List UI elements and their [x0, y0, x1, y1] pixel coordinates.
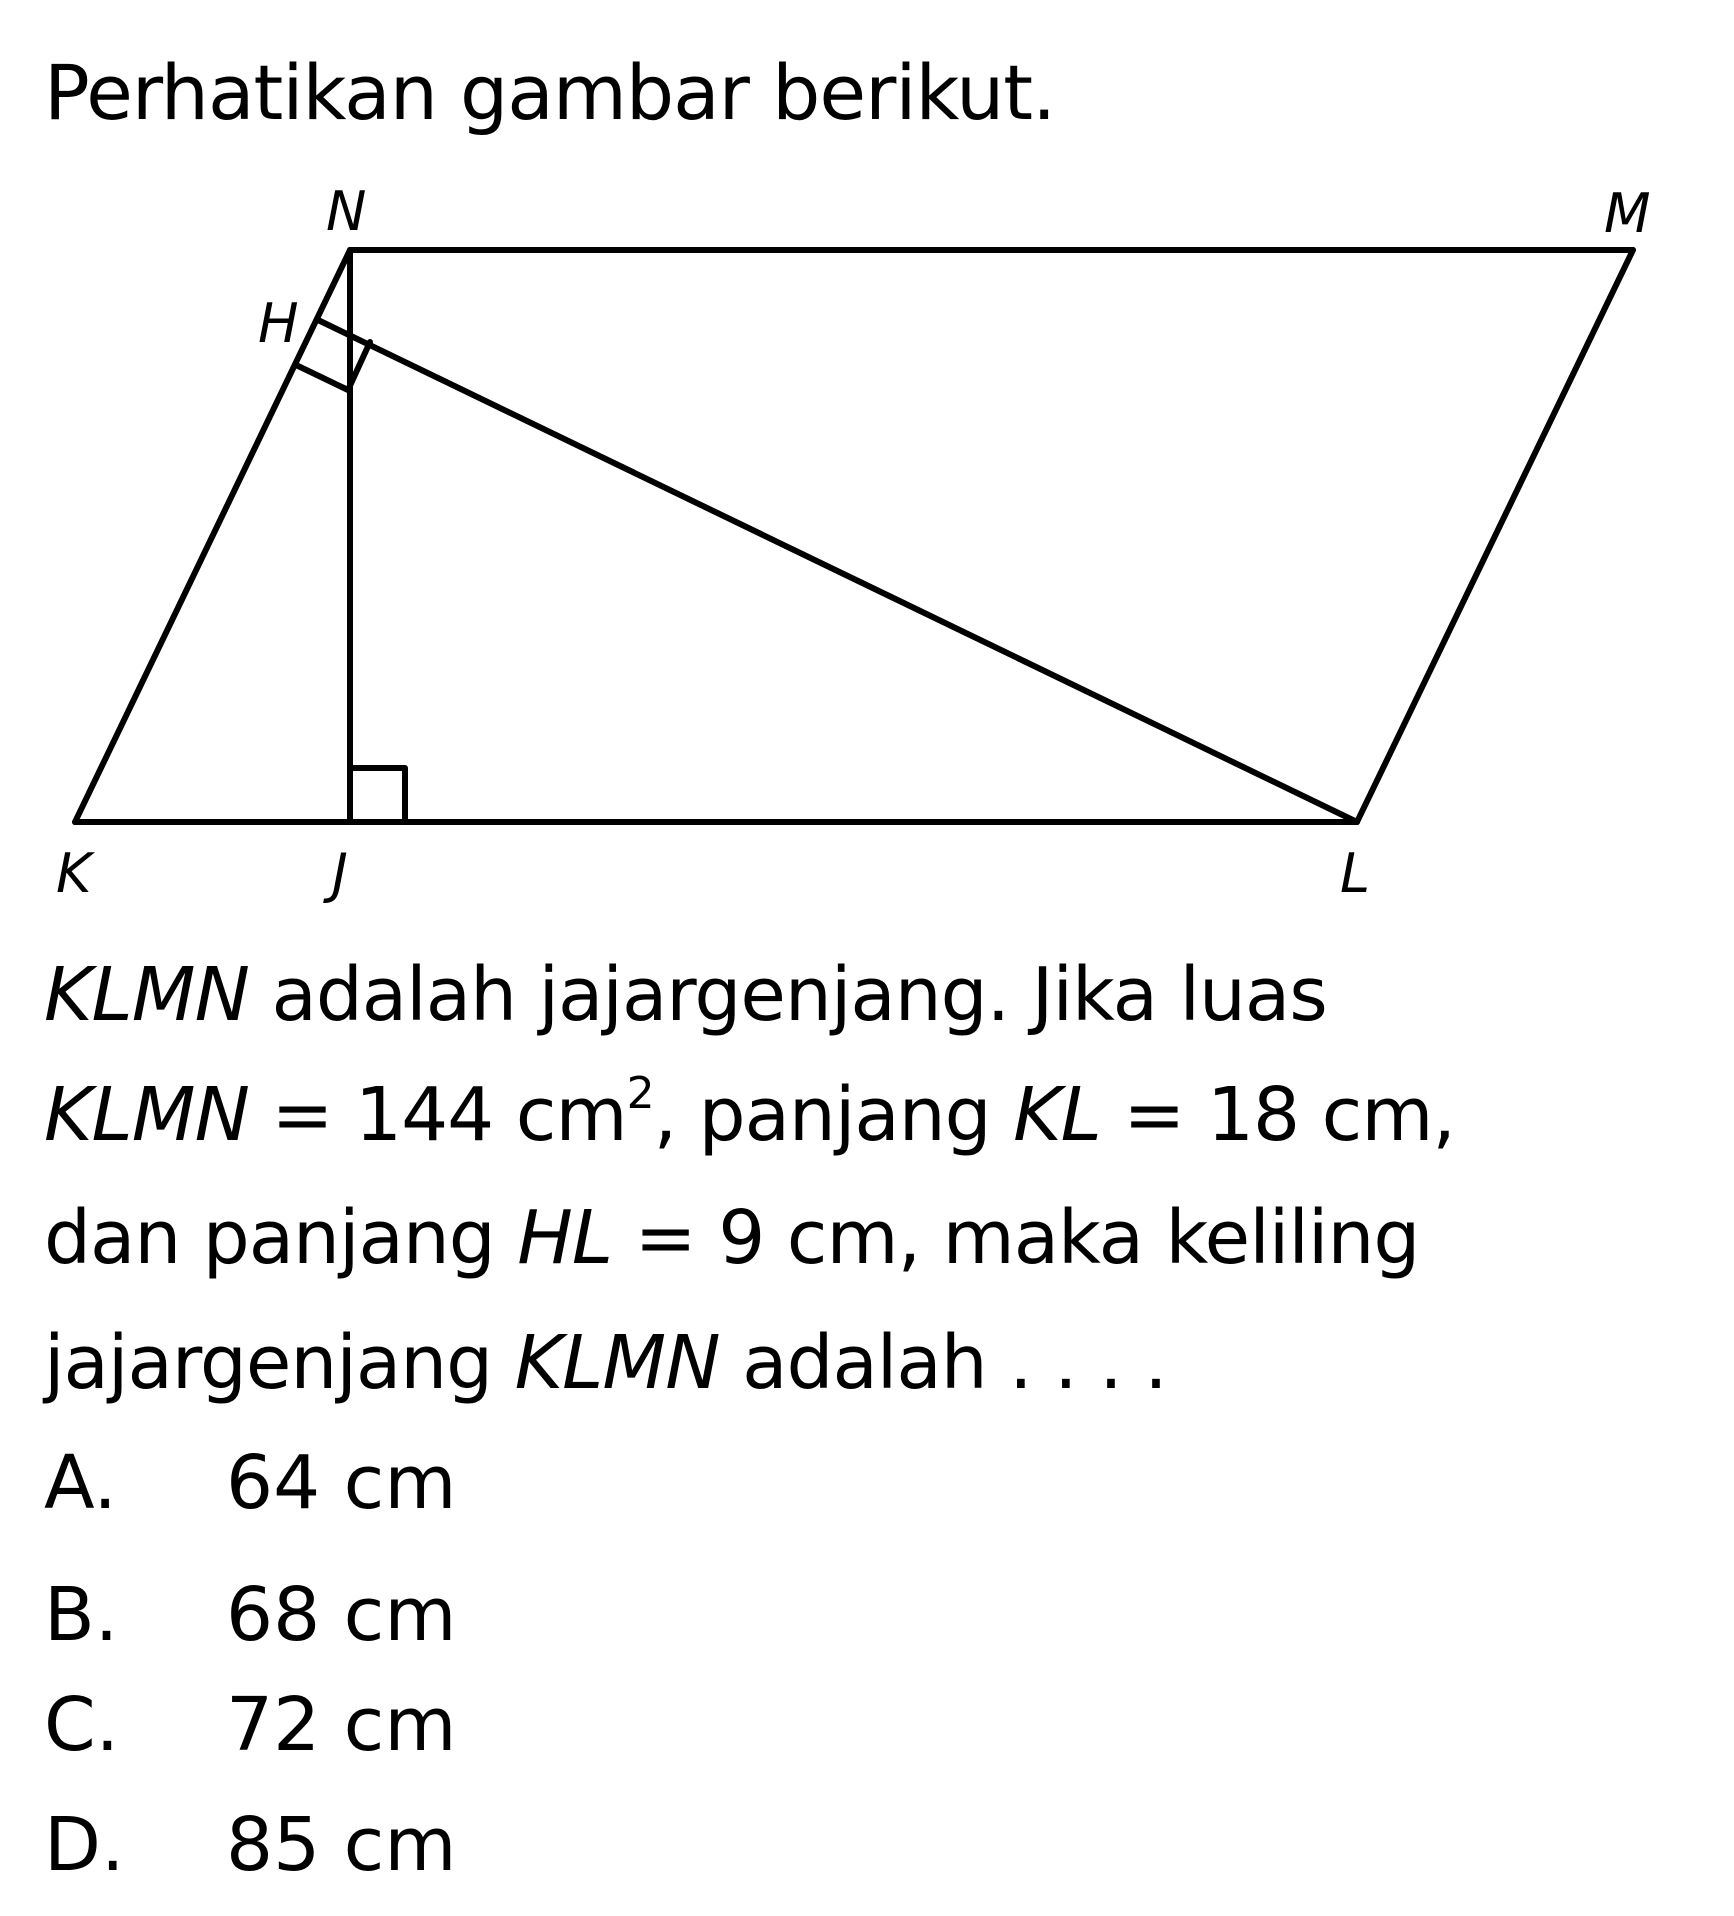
question-line-2: KLMN = 144 $cm^2$, panjang KL = 18 cm, [44, 1068, 1455, 1158]
vertex-label-h: H [258, 292, 299, 355]
option-letter: C. [44, 1682, 120, 1768]
option-letter: A. [44, 1440, 117, 1526]
var-kl: KL [1013, 1072, 1101, 1158]
side-lm [1357, 250, 1633, 822]
var-klmn: KLMN [514, 1320, 720, 1406]
side-nk [75, 250, 350, 822]
vertex-label-l: L [1340, 842, 1371, 905]
question-line-4: jajargenjang KLMN adalah . . . . [44, 1320, 1167, 1406]
option-c[interactable] [44, 1680, 456, 1770]
question-line-3: dan panjang HL = 9 cm, maka keliling [44, 1195, 1420, 1281]
var-klmn: KLMN [44, 1072, 249, 1158]
option-value: 64 cm [226, 1440, 457, 1526]
var-klmn: KLMN [44, 952, 249, 1038]
right-angle-mark-j [350, 768, 405, 822]
option-value: 85 cm [226, 1802, 457, 1888]
problem-intro: Perhatikan gambar berikut. [44, 48, 1056, 137]
question-line-1: KLMN adalah jajargenjang. Jika luas [44, 952, 1327, 1038]
option-letter: D. [44, 1802, 125, 1888]
vertex-label-j: J [332, 842, 348, 905]
height-hl [318, 320, 1357, 822]
right-angle-mark-h [296, 342, 370, 390]
vertex-label-k: K [56, 842, 92, 905]
vertex-label-n: N [326, 180, 367, 243]
option-value: 72 cm [226, 1682, 457, 1768]
option-b[interactable] [44, 1570, 456, 1660]
option-letter: B. [44, 1572, 119, 1658]
option-value: 68 cm [226, 1572, 457, 1658]
superscript-2: 2 [626, 1068, 654, 1119]
var-hl: HL [517, 1195, 613, 1281]
option-a[interactable] [44, 1438, 456, 1528]
option-d[interactable] [44, 1800, 456, 1890]
vertex-label-m: M [1604, 182, 1651, 245]
parallelogram-figure [0, 0, 1734, 920]
